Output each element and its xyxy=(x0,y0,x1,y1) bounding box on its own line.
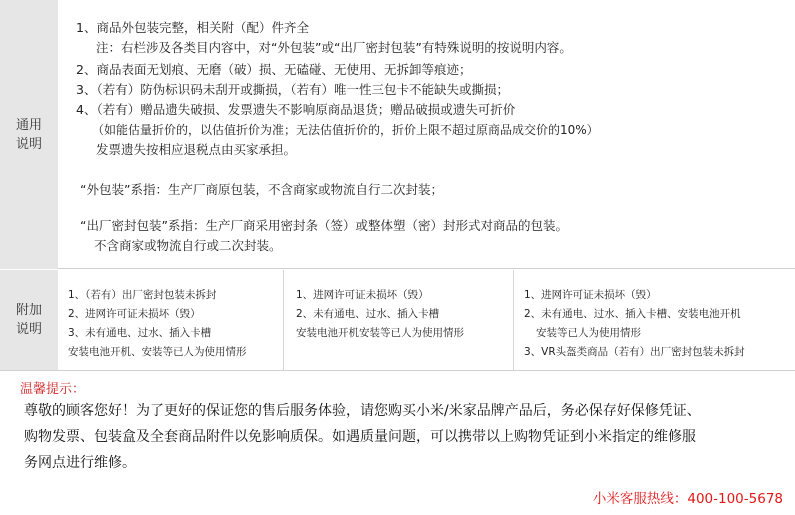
outer-packaging-definition: “外包装”系指：生产厂商原包装，不含商家或物流自行二次封装； xyxy=(80,182,443,197)
notice-line: 务网点进行维修。 xyxy=(24,455,136,471)
general-label xyxy=(0,0,58,269)
extra-label-line-2: 说明 xyxy=(15,322,42,337)
extra-conditions xyxy=(58,270,795,370)
extra-item: 1、进网许可证未损坏（毁） xyxy=(524,289,657,301)
extra-label-line-1: 附加 xyxy=(15,303,42,318)
extra-column-1 xyxy=(58,270,284,370)
extra-item: 安装等已人为使用情形 xyxy=(536,327,641,339)
notice-title: 温馨提示： xyxy=(20,382,86,397)
extra-item: 2、未有通电、过水、插入卡槽、安装电池开机 xyxy=(524,308,741,320)
general-line: 发票遗失按相应退税点由买家承担。 xyxy=(96,142,297,157)
extra-item: 1、进网许可证未损坏（毁） xyxy=(296,289,429,301)
service-hotline: 小米客服热线：400-100-5678 xyxy=(592,491,783,507)
extra-item: 2、进网许可证未损坏（毁） xyxy=(68,308,201,320)
notice-line: 购物发票、包装盒及全套商品附件以免影响质保。如遇质量问题，可以携带以上购物凭证到小米指定的维修服 xyxy=(24,429,696,445)
general-note: 注：右栏涉及各类目内容中，对“外包装”或“出厂密封包装”有特殊说明的按说明内容。 xyxy=(96,40,572,55)
extra-item: 安装电池开机安装等已人为使用情形 xyxy=(296,327,464,339)
notice-line: 尊敬的顾客您好！为了更好的保证您的售后服务体验，请您购买小米/米家品牌产品后，务必保存好保修凭证、 xyxy=(24,403,701,419)
sealed-packaging-definition-cont: 不含商家或物流自行或二次封装。 xyxy=(94,238,282,253)
extra-column-2 xyxy=(284,270,514,370)
extra-item: 3、未有通电、过水、插入卡槽 xyxy=(68,327,212,339)
divider xyxy=(0,370,795,371)
extra-column-3 xyxy=(514,270,795,370)
extra-item: 2、未有通电、过水、插入卡槽 xyxy=(296,308,440,320)
extra-item: 3、VR头盔类商品（若有）出厂密封包装未拆封 xyxy=(524,346,745,358)
general-conditions xyxy=(58,0,795,269)
general-line: 2、商品表面无划痕、无磨（破）损、无磕碰、无使用、无拆卸等痕迹； xyxy=(76,62,472,77)
extra-item: 1、（若有）出厂密封包装未拆封 xyxy=(68,289,217,301)
general-label-line-1: 通用 xyxy=(15,117,42,133)
sealed-packaging-definition: “出厂密封包装”系指：生产厂商采用密封条（签）或整体塑（密）封形式对商品的包装。 xyxy=(80,218,568,233)
general-line: 3、（若有）防伪标识码未刮开或撕损，（若有）唯一性三包卡不能缺失或撕损； xyxy=(76,82,509,97)
extra-item: 安装电池开机、安装等已人为使用情形 xyxy=(68,346,247,358)
general-line: 1、商品外包装完整，相关附（配）件齐全 xyxy=(76,20,309,35)
general-line: （如能估量折价的，以估值折价为准；无法估值折价的，折价上限不超过原商品成交价的10%） xyxy=(92,123,599,137)
general-label-line-2: 说明 xyxy=(15,136,42,152)
general-line: 4、（若有）赠品遗失破损、发票遗失不影响原商品退货；赠品破损或遗失可折价 xyxy=(76,102,516,117)
extra-label xyxy=(0,270,58,370)
